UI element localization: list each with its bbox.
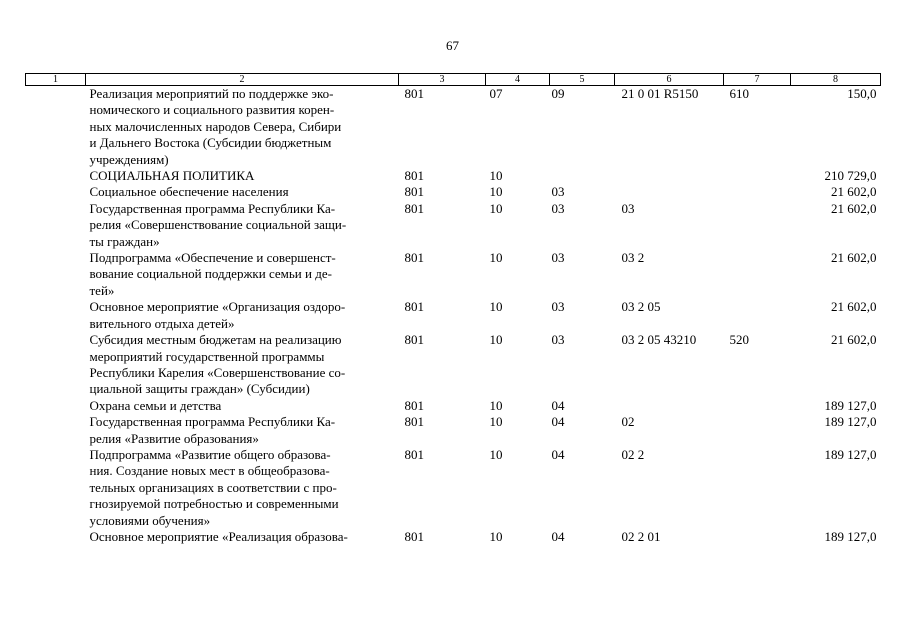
row-name-cell — [86, 184, 399, 200]
section-code-cell: 10 — [489, 299, 503, 315]
row-name-cell — [86, 299, 399, 332]
row-name-line: тей» — [89, 282, 115, 298]
row-name-line: релия «Совершенствование социальной защи- — [89, 217, 347, 233]
section-code-cell: 07 — [489, 86, 503, 101]
target-article-cell: 02 2 01 — [621, 528, 661, 544]
expense-type-cell — [724, 447, 791, 529]
ministry-code-cell: 801 — [404, 332, 424, 348]
header-cell: 5 — [550, 74, 615, 86]
row-name-line: Основное мероприятие «Реализация образова- — [89, 528, 348, 544]
amount-cell: 21 602,0 — [831, 184, 877, 200]
row-name-line: Основное мероприятие «Организация оздоро- — [89, 299, 346, 315]
row-name-line: Государственная программа Республики Ка- — [89, 200, 336, 216]
amount-cell: 189 127,0 — [824, 446, 877, 462]
amount-cell: 189 127,0 — [824, 397, 877, 413]
ministry-code-cell: 801 — [404, 86, 424, 101]
header-cell: 7 — [724, 74, 791, 86]
row-name-line: гнозируемой потребностью и современными — [89, 496, 339, 512]
target-article-cell — [615, 398, 724, 414]
table-body — [26, 86, 881, 546]
row-name-cell — [86, 250, 399, 299]
table-row — [26, 250, 881, 299]
amount-cell: 21 602,0 — [831, 200, 877, 216]
ministry-code-cell: 801 — [404, 414, 424, 430]
table-row — [26, 168, 881, 184]
target-article-cell: 03 2 05 43210 — [621, 332, 697, 348]
amount-cell: 21 602,0 — [831, 332, 877, 348]
row-name-line: Охрана семьи и детства — [89, 397, 222, 413]
table-row — [26, 332, 881, 398]
ministry-code-cell: 801 — [404, 168, 424, 184]
row-name-cell — [86, 398, 399, 414]
table-header-row — [26, 74, 881, 86]
table-row — [26, 398, 881, 414]
subsection-code-cell: 04 — [551, 397, 565, 413]
row-number-cell — [26, 250, 86, 299]
subsection-code-cell — [550, 168, 615, 184]
expense-type-cell — [724, 184, 791, 200]
expense-type-cell — [724, 299, 791, 332]
row-number-cell — [26, 447, 86, 529]
expense-type-cell — [724, 529, 791, 545]
subsection-code-cell: 04 — [551, 446, 565, 462]
subsection-code-cell: 03 — [551, 332, 565, 348]
row-name-cell — [86, 414, 399, 447]
section-code-cell: 10 — [489, 414, 503, 430]
row-number-cell — [26, 184, 86, 200]
amount-cell: 210 729,0 — [824, 168, 877, 184]
target-article-cell: 03 — [621, 200, 635, 216]
row-number-cell — [26, 529, 86, 545]
expense-type-cell — [724, 201, 791, 250]
header-cell: 6 — [615, 74, 724, 86]
target-article-cell: 02 2 — [621, 446, 645, 462]
row-name-line: вительного отдыха детей» — [89, 315, 235, 331]
row-number-cell — [26, 86, 86, 169]
section-code-cell: 10 — [489, 250, 503, 266]
row-name-line: условиями обучения» — [89, 512, 211, 528]
ministry-code-cell: 801 — [404, 250, 424, 266]
expense-type-cell: 520 — [729, 332, 749, 348]
row-name-line: ния. Создание новых мест в общеобразова- — [89, 463, 330, 479]
table-row — [26, 447, 881, 529]
amount-cell: 189 127,0 — [824, 414, 877, 430]
section-code-cell: 10 — [489, 200, 503, 216]
header-cell: 8 — [791, 74, 881, 86]
row-name-line: мероприятий государственной программы — [89, 348, 325, 364]
table-row — [26, 299, 881, 332]
row-name-line: учреждениям) — [89, 151, 169, 167]
row-number-cell — [26, 332, 86, 398]
row-name-line: циальной защиты граждан» (Субсидии) — [89, 381, 310, 397]
ministry-code-cell: 801 — [404, 528, 424, 544]
header-cell: 4 — [486, 74, 550, 86]
subsection-code-cell: 03 — [551, 250, 565, 266]
section-code-cell: 10 — [489, 528, 503, 544]
expense-type-cell — [724, 398, 791, 414]
row-number-cell — [26, 398, 86, 414]
expense-type-cell — [724, 168, 791, 184]
header-cell: 3 — [399, 74, 486, 86]
subsection-code-cell: 03 — [551, 200, 565, 216]
ministry-code-cell: 801 — [404, 200, 424, 216]
row-number-cell — [26, 299, 86, 332]
section-code-cell: 10 — [489, 184, 503, 200]
expense-type-cell — [724, 250, 791, 299]
target-article-cell: 03 2 — [621, 250, 645, 266]
target-article-cell: 02 — [621, 414, 635, 430]
ministry-code-cell: 801 — [404, 397, 424, 413]
amount-cell: 21 602,0 — [831, 250, 877, 266]
row-name-line: Подпрограмма «Обеспечение и совершенст- — [89, 250, 336, 266]
subsection-code-cell: 03 — [551, 299, 565, 315]
row-name-line: номического и социального развития корен- — [89, 102, 335, 118]
row-name-cell — [86, 168, 399, 184]
ministry-code-cell: 801 — [404, 299, 424, 315]
row-name-cell — [86, 86, 399, 169]
section-code-cell: 10 — [489, 446, 503, 462]
amount-cell: 150,0 — [847, 86, 877, 101]
target-article-cell: 21 0 01 R5150 — [621, 86, 699, 101]
subsection-code-cell: 09 — [551, 86, 565, 101]
row-number-cell — [26, 414, 86, 447]
amount-cell: 21 602,0 — [831, 299, 877, 315]
row-name-line: релия «Развитие образования» — [89, 430, 259, 446]
table-row — [26, 184, 881, 200]
target-article-cell: 03 2 05 — [621, 299, 661, 315]
header-cell: 2 — [86, 74, 399, 86]
expense-type-cell: 610 — [729, 86, 749, 101]
section-code-cell: 10 — [489, 168, 503, 184]
section-code-cell: 10 — [489, 332, 503, 348]
row-name-line: ты граждан» — [89, 233, 160, 249]
target-article-cell — [615, 184, 724, 200]
budget-table — [25, 73, 881, 545]
row-name-line: ных малочисленных народов Севера, Сибири — [89, 118, 342, 134]
section-code-cell: 10 — [489, 397, 503, 413]
row-name-line: Социальное обеспечение населения — [89, 184, 289, 200]
row-name-cell — [86, 447, 399, 529]
row-name-line: СОЦИАЛЬНАЯ ПОЛИТИКА — [89, 168, 255, 184]
row-name-line: Республики Карелия «Совершенствование со- — [89, 364, 346, 380]
amount-cell: 189 127,0 — [824, 528, 877, 544]
table-row — [26, 529, 881, 545]
subsection-code-cell: 03 — [551, 184, 565, 200]
target-article-cell — [615, 168, 724, 184]
row-name-cell — [86, 201, 399, 250]
expense-type-cell — [724, 414, 791, 447]
row-name-cell — [86, 332, 399, 398]
row-name-line: Подпрограмма «Развитие общего образова- — [89, 446, 331, 462]
row-name-cell — [86, 529, 399, 545]
row-name-line: и Дальнего Востока (Субсидии бюджетным — [89, 135, 332, 151]
header-cell: 1 — [26, 74, 86, 86]
subsection-code-cell: 04 — [551, 528, 565, 544]
row-name-line: Субсидия местным бюджетам на реализацию — [89, 332, 342, 348]
ministry-code-cell: 801 — [404, 184, 424, 200]
row-name-line: Государственная программа Республики Ка- — [89, 414, 336, 430]
row-name-line: тельных организациях в соответствии с про- — [89, 479, 337, 495]
row-name-line: вование социальной поддержки семьи и де- — [89, 266, 332, 282]
subsection-code-cell: 04 — [551, 414, 565, 430]
page-number: 67 — [446, 38, 459, 53]
row-number-cell — [26, 168, 86, 184]
table-row — [26, 86, 881, 169]
row-name-line: Реализация мероприятий по поддержке эко- — [89, 86, 334, 101]
ministry-code-cell: 801 — [404, 446, 424, 462]
row-number-cell — [26, 201, 86, 250]
table-row — [26, 201, 881, 250]
table-row — [26, 414, 881, 447]
